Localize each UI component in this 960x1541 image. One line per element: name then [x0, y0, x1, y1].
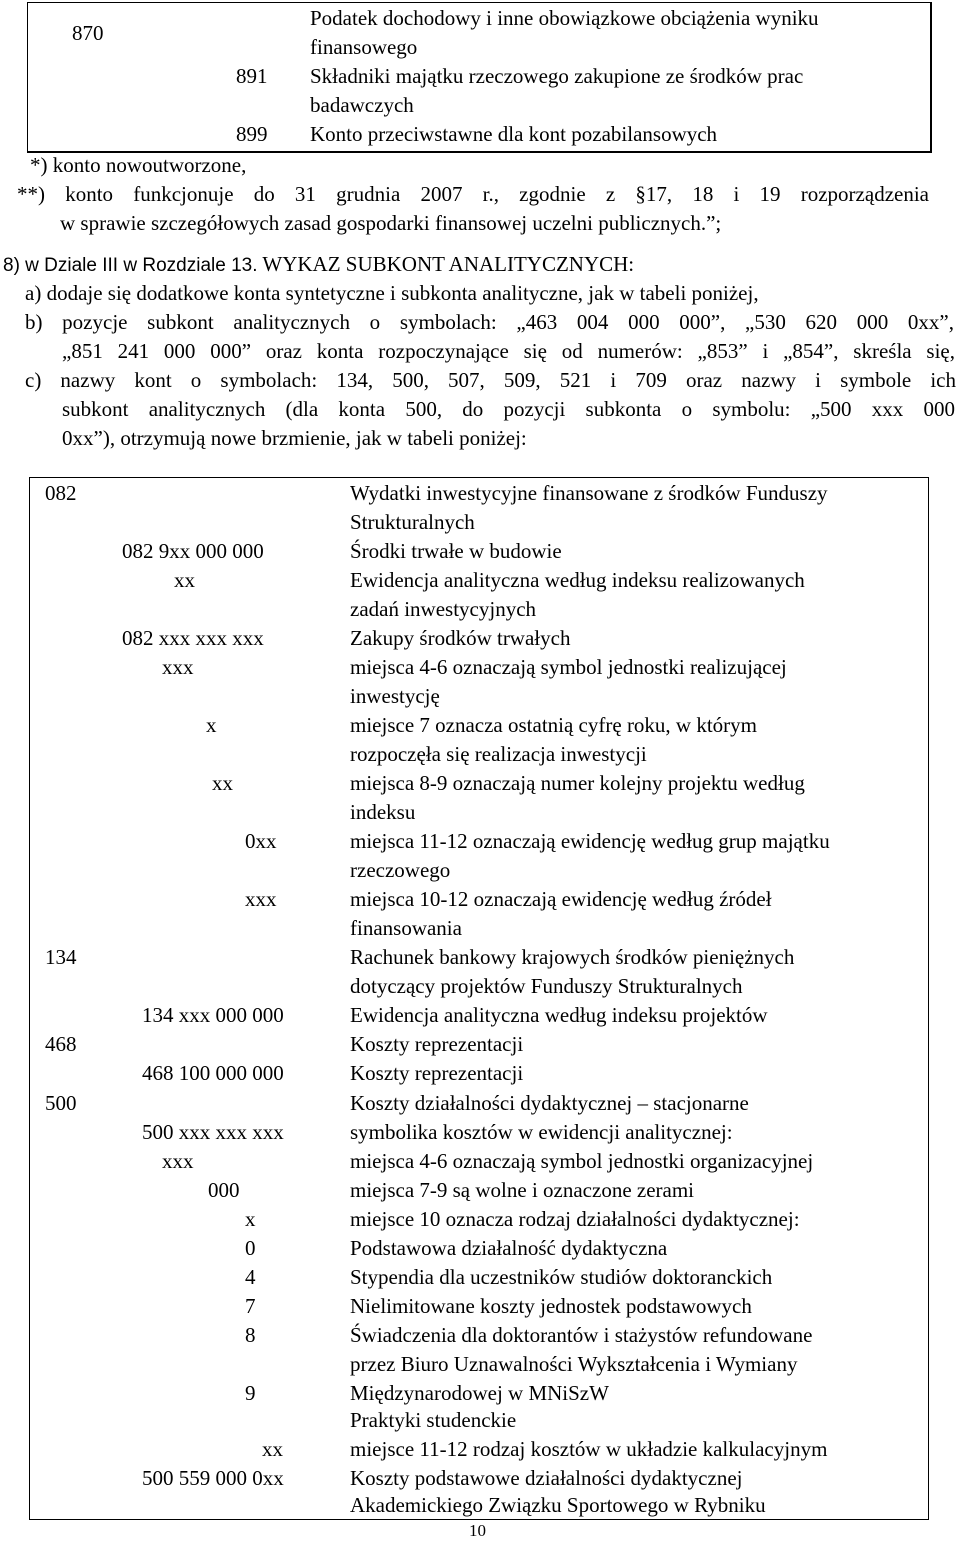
account-desc: miejsca 10-12 oznaczają ewidencję według źródeł: [350, 887, 772, 911]
subaccount-code: 500 559 000 0xx: [142, 1466, 284, 1490]
subaccount-code: x: [206, 713, 217, 737]
subaccount-code: 134 xxx 000 000: [142, 1003, 284, 1027]
account-code: 082: [45, 481, 77, 505]
account-desc: Koszty działalności dydaktycznej – stacjonarne: [350, 1091, 749, 1115]
account-desc: Akademickiego Związku Sportowego w Rybniku: [350, 1493, 766, 1517]
top-desc-line: Konto przeciwstawne dla kont pozabilansowych: [310, 122, 718, 146]
account-code: 500: [45, 1091, 77, 1115]
account-desc: zadań inwestycyjnych: [350, 597, 537, 621]
top-code: 899: [236, 122, 268, 146]
account-desc: Strukturalnych: [350, 510, 475, 534]
top-desc-line: badawczych: [310, 93, 414, 117]
subaccount-code: 0: [245, 1236, 256, 1260]
subaccount-code: 082 9xx 000 000: [122, 539, 264, 563]
account-desc: Wydatki inwestycyjne finansowane z środków Funduszy: [350, 481, 828, 505]
subaccount-code: 468 100 000 000: [142, 1061, 284, 1085]
section-lead-text: 8) w Dziale III w Rozdziale 13.: [3, 255, 258, 276]
footnote-2007: **) konto funkcjonuje do 31 grudnia 2007 r., zgodnie z §17, 18 i 19 rozporządzenia: [17, 182, 929, 206]
account-desc: miejsca 8-9 oznaczają numer kolejny projektu według: [350, 771, 805, 795]
subaccount-code: xx: [212, 771, 233, 795]
account-desc: Świadczenia dla doktorantów i stażystów refundowane: [350, 1323, 813, 1347]
subaccount-code: 0xx: [245, 829, 277, 853]
subaccount-code: 7: [245, 1294, 256, 1318]
subaccount-code: 082 xxx xxx xxx: [122, 626, 264, 650]
account-desc: dotyczący projektów Funduszy Strukturalnych: [350, 974, 743, 998]
section-lead: [3, 250, 634, 280]
subaccount-code: 8: [245, 1323, 256, 1347]
subaccount-code: xxx: [245, 887, 277, 911]
subaccount-code: 500 xxx xxx xxx: [142, 1120, 284, 1144]
account-desc: Środki trwałe w budowie: [350, 539, 562, 563]
item-b-line2: „851 241 000 000” oraz konta rozpoczynające się od numerów: „853” i „854”, skreśla się,: [62, 339, 955, 363]
account-code: 134: [45, 945, 77, 969]
subaccount-code: xxx: [162, 655, 194, 679]
account-desc: miejsca 4-6 oznaczają symbol jednostki organizacyjnej: [350, 1149, 814, 1173]
account-desc: inwestycję: [350, 684, 440, 708]
top-desc-line: Podatek dochodowy i inne obowiązkowe obciążenia wyniku: [310, 6, 819, 30]
subaccount-code: 4: [245, 1265, 256, 1289]
account-desc: Ewidencja analityczna według indeksu projektów: [350, 1003, 768, 1027]
item-b-line1: b) pozycje subkont analitycznych o symbolach: „463 004 000 000”, „530 620 000 0xx”,: [25, 310, 954, 334]
account-desc: Międzynarodowej w MNiSzW: [350, 1381, 609, 1405]
account-desc: Ewidencja analityczna według indeksu realizowanych: [350, 568, 805, 592]
account-desc: miejsca 11-12 oznaczają ewidencję według grup majątku: [350, 829, 830, 853]
page-number: 10: [469, 1521, 486, 1540]
account-desc: Rachunek bankowy krajowych środków pieniężnych: [350, 945, 795, 969]
account-desc: symbolika kosztów w ewidencji analitycznej:: [350, 1120, 733, 1144]
top-desc-line: finansowego: [310, 35, 418, 59]
footnote-2007-cont: w sprawie szczegółowych zasad gospodarki finansowej uczelni publicznych.”;: [60, 211, 722, 235]
account-desc: Podstawowa działalność dydaktyczna: [350, 1236, 668, 1260]
account-desc: miejsce 7 oznacza ostatnią cyfrę roku, w którym: [350, 713, 758, 737]
account-desc: indeksu: [350, 800, 416, 824]
account-desc: Koszty reprezentacji: [350, 1061, 524, 1085]
account-desc: finansowania: [350, 916, 462, 940]
account-desc: Stypendia dla uczestników studiów doktoranckich: [350, 1265, 773, 1289]
account-desc: rozpoczęła się realizacja inwestycji: [350, 742, 647, 766]
subaccount-code: xxx: [162, 1149, 194, 1173]
account-desc: miejsce 10 oznacza rodzaj działalności dydaktycznej:: [350, 1207, 800, 1231]
account-code: 468: [45, 1032, 77, 1056]
section-heading: WYKAZ SUBKONT ANALITYCZNYCH:: [262, 252, 635, 276]
top-code: 891: [236, 64, 268, 88]
footnote-new-account: *) konto nowoutworzone,: [30, 153, 247, 177]
subaccount-code: xx: [262, 1437, 283, 1461]
subaccount-code: 000: [208, 1178, 240, 1202]
item-c-line1: c) nazwy kont o symbolach: 134, 500, 507, 509, 521 i 709 oraz nazwy i symbole ich: [25, 368, 956, 392]
account-desc: rzeczowego: [350, 858, 451, 882]
account-desc: miejsca 4-6 oznaczają symbol jednostki realizującej: [350, 655, 787, 679]
subaccount-code: x: [245, 1207, 256, 1231]
top-desc-line: Składniki majątku rzeczowego zakupione ze środków prac: [310, 64, 804, 88]
account-desc: Nielimitowane koszty jednostek podstawowych: [350, 1294, 752, 1318]
account-desc: Praktyki studenckie: [350, 1408, 517, 1432]
account-desc: miejsce 11-12 rodzaj kosztów w układzie kalkulacyjnym: [350, 1437, 828, 1461]
account-desc: miejsca 7-9 są wolne i oznaczone zerami: [350, 1178, 695, 1202]
account-desc: przez Biuro Uznawalności Wykształcenia i Wymiany: [350, 1352, 798, 1376]
subaccount-code: 9: [245, 1381, 256, 1405]
item-c-line2: subkont analitycznych (dla konta 500, do pozycji subkonta o symbolu: „500 xxx 000: [62, 397, 955, 421]
account-desc: Zakupy środków trwałych: [350, 626, 571, 650]
account-desc: Koszty podstawowe działalności dydaktycznej: [350, 1466, 743, 1490]
subaccount-code: xx: [174, 568, 195, 592]
item-c-line3: 0xx”), otrzymują nowe brzmienie, jak w tabeli poniżej:: [62, 426, 527, 450]
account-desc: Koszty reprezentacji: [350, 1032, 524, 1056]
item-a: a) dodaje się dodatkowe konta syntetyczne i subkonta analityczne, jak w tabeli poniżej,: [25, 281, 759, 305]
top-code: 870: [72, 21, 104, 45]
